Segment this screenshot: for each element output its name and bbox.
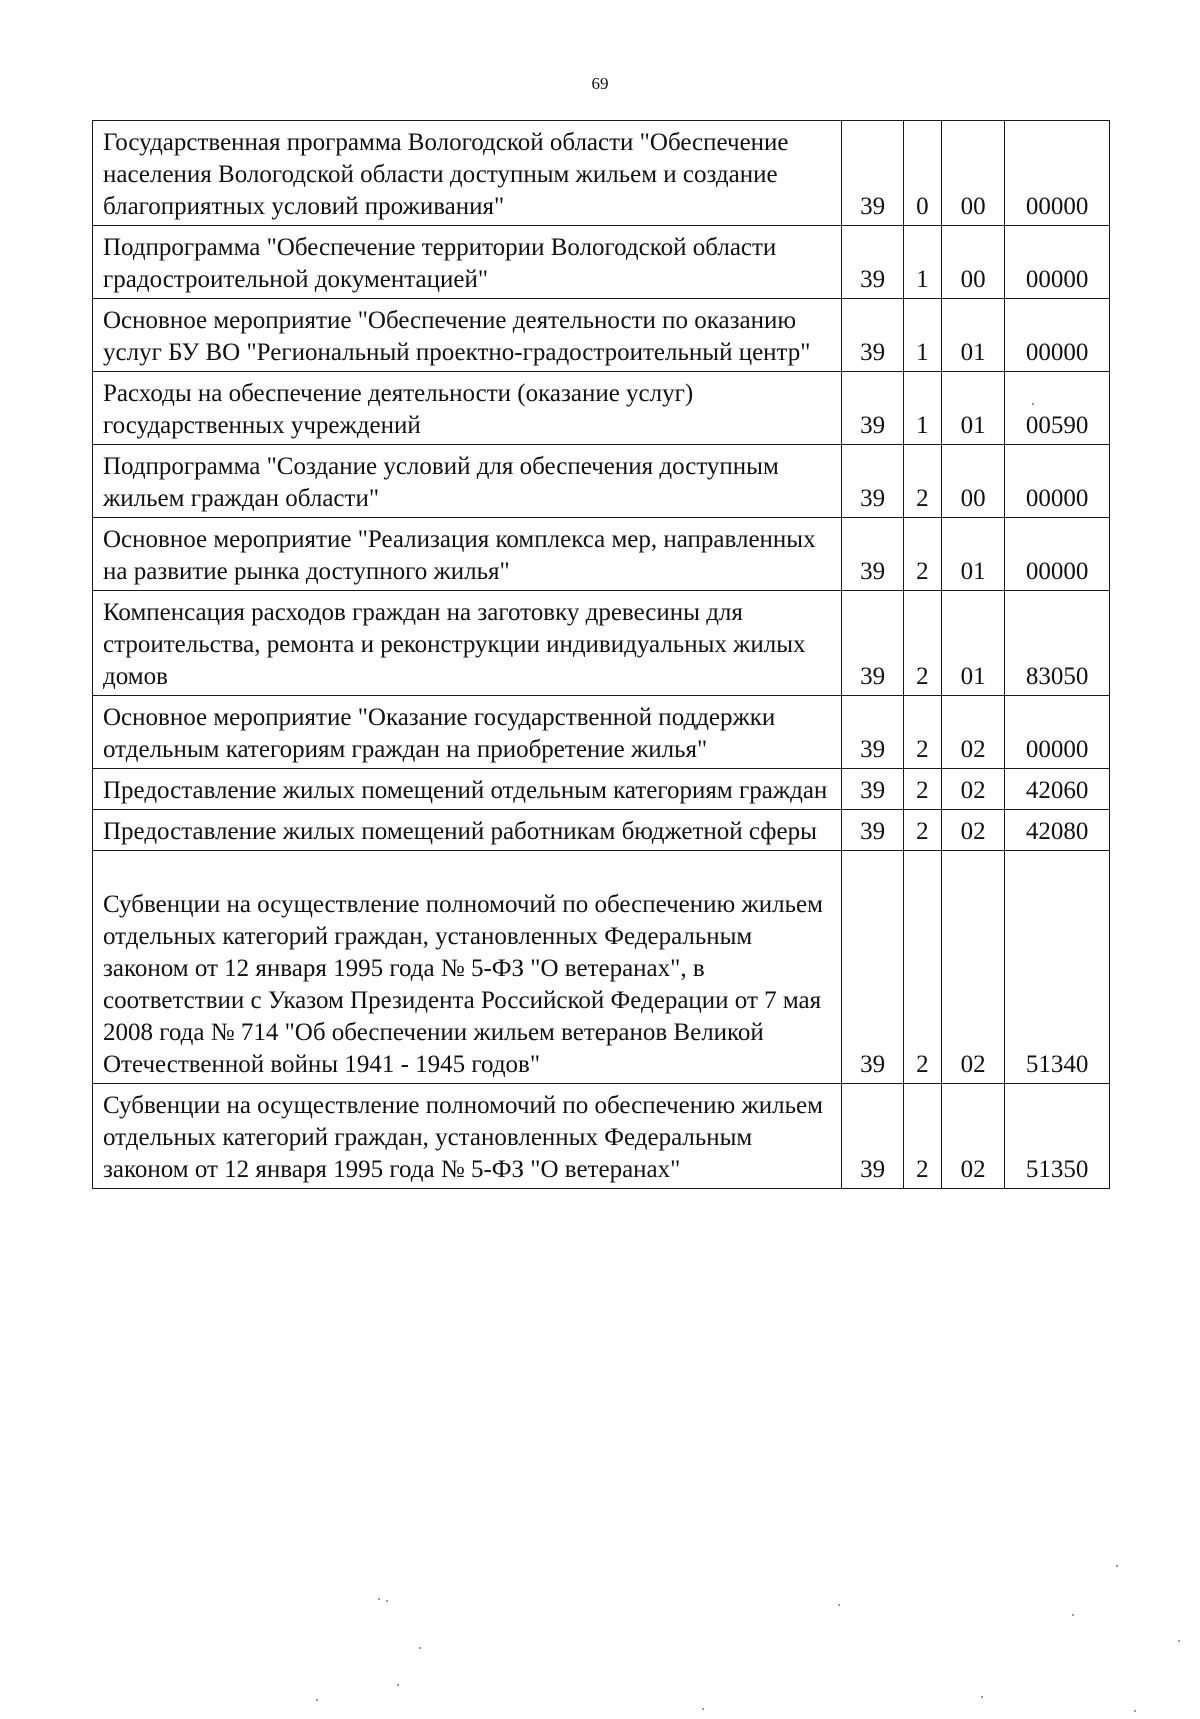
- row-description: Предоставление жилых помещений отдельным категориям граждан: [93, 769, 842, 810]
- table-row: [93, 518, 1110, 591]
- code-direction: 00000: [1005, 696, 1110, 769]
- code-direction: 00000: [1005, 299, 1110, 372]
- row-description: Основное мероприятие "Обеспечение деятельности по оказанию услуг БУ ВО "Региональный проектно-градостроительный центр": [93, 299, 842, 372]
- code-subprogram: 2: [903, 591, 941, 696]
- code-ministry: 39: [842, 445, 903, 518]
- code-ministry: 39: [842, 851, 903, 1084]
- page-number: 69: [591, 74, 609, 93]
- table-row: [93, 445, 1110, 518]
- code-direction: 00000: [1005, 121, 1110, 226]
- table-row: [93, 769, 1110, 810]
- code-ministry: 39: [842, 591, 903, 696]
- code-direction: 51340: [1005, 851, 1110, 1084]
- table-row: [93, 226, 1110, 299]
- code-event: 01: [941, 299, 1004, 372]
- code-direction: 83050: [1005, 591, 1110, 696]
- code-event: 00: [941, 121, 1004, 226]
- row-description: Государственная программа Вологодской области "Обеспечение населения Вологодской области доступным жильем и создание благоприятных условий проживания": [93, 121, 842, 226]
- code-event: 02: [941, 1084, 1004, 1189]
- code-ministry: 39: [842, 226, 903, 299]
- code-direction: 00000: [1005, 445, 1110, 518]
- table-row: [93, 810, 1110, 851]
- row-description: Компенсация расходов граждан на заготовку древесины для строительства, ремонта и реконструкции индивидуальных жилых домов: [93, 591, 842, 696]
- table-row: [93, 591, 1110, 696]
- code-direction: 51350: [1005, 1084, 1110, 1189]
- code-ministry: 39: [842, 518, 903, 591]
- code-subprogram: 1: [903, 226, 941, 299]
- row-description: Основное мероприятие "Реализация комплекса мер, направленных на развитие рынка доступного жилья": [93, 518, 842, 591]
- code-event: 01: [941, 518, 1004, 591]
- table-row: [93, 851, 1110, 1084]
- code-direction: 00000: [1005, 518, 1110, 591]
- code-ministry: 39: [842, 769, 903, 810]
- code-subprogram: 0: [903, 121, 941, 226]
- table-row: [93, 1084, 1110, 1189]
- row-description: Субвенции на осуществление полномочий по обеспечению жильем отдельных категорий граждан, установленных Федеральным законом от 12 января 1995 года № 5-ФЗ "О ветеранах": [93, 1084, 842, 1189]
- row-description: Субвенции на осуществление полномочий по обеспечению жильем отдельных категорий граждан, установленных Федеральным законом от 12 января 1995 года № 5-ФЗ "О ветеранах", в соответствии с Указом Президента Российской Федерации от 7 мая 2008 года № 714 "Об обеспечении жильем ветеранов Великой Отечественной войны 1941 - 1945 годов": [93, 851, 842, 1084]
- budget-classification-table: [92, 120, 1110, 1189]
- code-ministry: 39: [842, 1084, 903, 1189]
- code-event: 00: [941, 445, 1004, 518]
- code-event: 02: [941, 810, 1004, 851]
- code-direction: 42060: [1005, 769, 1110, 810]
- code-event: 01: [941, 372, 1004, 445]
- code-subprogram: 2: [903, 518, 941, 591]
- table-row: [93, 372, 1110, 445]
- code-subprogram: 2: [903, 769, 941, 810]
- code-direction: 42080: [1005, 810, 1110, 851]
- row-description: Подпрограмма "Обеспечение территории Вологодской области градостроительной документацией": [93, 226, 842, 299]
- code-ministry: 39: [842, 810, 903, 851]
- table-row: [93, 121, 1110, 226]
- row-description: Основное мероприятие "Оказание государственной поддержки отдельным категориям граждан на приобретение жилья": [93, 696, 842, 769]
- row-description: Расходы на обеспечение деятельности (оказание услуг) государственных учреждений: [93, 372, 842, 445]
- code-subprogram: 1: [903, 299, 941, 372]
- code-subprogram: 1: [903, 372, 941, 445]
- code-subprogram: 2: [903, 696, 941, 769]
- code-subprogram: 2: [903, 1084, 941, 1189]
- code-ministry: 39: [842, 696, 903, 769]
- code-subprogram: 2: [903, 445, 941, 518]
- row-description: Предоставление жилых помещений работникам бюджетной сферы: [93, 810, 842, 851]
- code-ministry: 39: [842, 121, 903, 226]
- code-event: 02: [941, 769, 1004, 810]
- code-event: 02: [941, 696, 1004, 769]
- code-event: 02: [941, 851, 1004, 1084]
- code-direction: 00590: [1005, 372, 1110, 445]
- code-ministry: 39: [842, 372, 903, 445]
- row-description: Подпрограмма "Создание условий для обеспечения доступным жильем граждан области": [93, 445, 842, 518]
- code-subprogram: 2: [903, 810, 941, 851]
- table-row: [93, 299, 1110, 372]
- code-ministry: 39: [842, 299, 903, 372]
- code-direction: 00000: [1005, 226, 1110, 299]
- code-event: 00: [941, 226, 1004, 299]
- code-event: 01: [941, 591, 1004, 696]
- code-subprogram: 2: [903, 851, 941, 1084]
- table-row: [93, 696, 1110, 769]
